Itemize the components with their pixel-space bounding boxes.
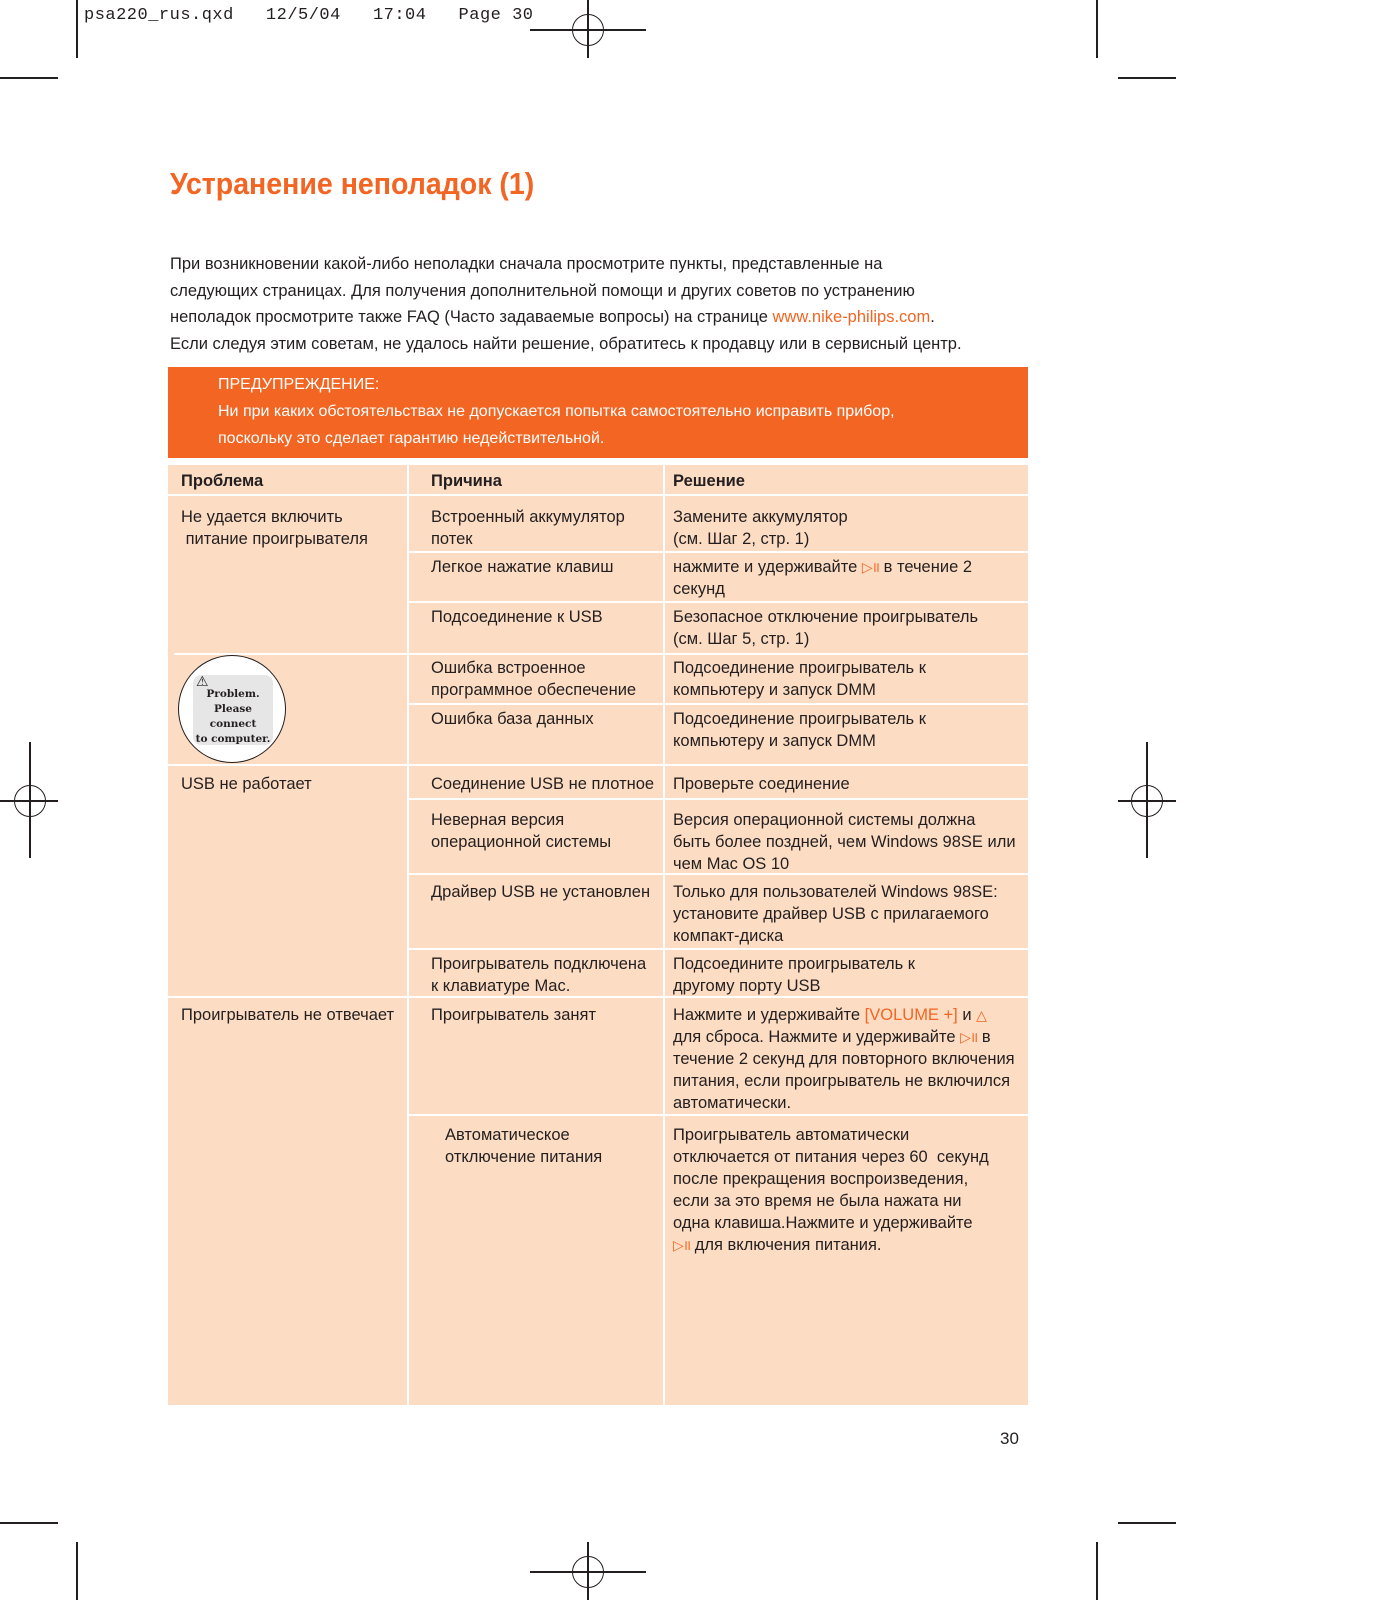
solution-text: после прекращения воспроизведения, — [673, 1170, 969, 1188]
solution-text: Подсоединение проигрыватель к — [673, 710, 926, 728]
solution-fragment: для включения питания. — [690, 1236, 882, 1254]
intro-line — [170, 304, 1020, 331]
header-cause: Причина — [431, 472, 502, 490]
intro-text: . — [930, 308, 935, 326]
solution-cell — [673, 881, 998, 947]
solution-text: компакт-диска — [673, 927, 784, 945]
cause-text: Драйвер USB не установлен — [431, 883, 651, 901]
row-divider — [407, 798, 1028, 800]
solution-text: другому порту USB — [673, 977, 821, 995]
solution-cell — [673, 556, 972, 600]
solution-text: (см. Шаг 2, стр. 1) — [673, 530, 810, 548]
solution-text — [673, 1026, 1015, 1048]
registration-mark — [1131, 785, 1163, 817]
cause-text: потек — [431, 530, 473, 548]
problem-not-responding: Проигрыватель не отвечает — [181, 1006, 395, 1024]
solution-text: компьютеру и запуск DMM — [673, 732, 876, 750]
solution-text: Безопасное отключение проигрыватель — [673, 608, 979, 626]
cause-text: Проигрыватель занят — [431, 1006, 597, 1024]
problem-usb: USB не работает — [181, 775, 312, 793]
solution-text — [673, 1004, 1015, 1026]
cause-text: Подсоединение к USB — [431, 608, 603, 626]
warning-text: Ни при каких обстоятельствах не допускается попытка самостоятельно исправить прибор, — [218, 403, 895, 420]
solution-cell — [673, 506, 848, 550]
cause-cell — [431, 606, 603, 628]
crop-mark — [1118, 1522, 1176, 1524]
triangle-up-icon: △ — [976, 1007, 986, 1023]
solution-text: (см. Шаг 5, стр. 1) — [673, 630, 810, 648]
registration-mark — [14, 785, 46, 817]
crop-mark — [76, 0, 78, 58]
cause-text: Встроенный аккумулятор — [431, 508, 625, 526]
row-divider — [407, 1114, 1028, 1116]
crop-mark — [1096, 1542, 1098, 1600]
crop-mark — [1096, 0, 1098, 58]
header-solution: Решение — [673, 472, 745, 490]
solution-fragment: и — [957, 1006, 977, 1024]
solution-text: автоматически. — [673, 1094, 792, 1112]
row-divider — [407, 948, 1028, 950]
cause-cell — [431, 881, 650, 903]
solution-text: секунд — [673, 580, 725, 598]
solution-text: отключается от питания через 60 секунд — [673, 1148, 989, 1166]
cause-cell — [431, 708, 594, 730]
cause-cell — [445, 1124, 602, 1168]
cause-text: Легкое нажатие клавиш — [431, 558, 614, 576]
solution-text: питания, если проигрыватель не включился — [673, 1072, 1011, 1090]
solution-text: компьютеру и запуск DMM — [673, 681, 876, 699]
row-divider — [407, 703, 1028, 705]
website-link[interactable]: www.nike-philips.com — [772, 308, 931, 326]
solution-text: Только для пользователей Windows 98SE: — [673, 883, 998, 901]
page-number: 30 — [1000, 1429, 1019, 1448]
warning-triangle-icon: ⚠ — [196, 674, 209, 690]
solution-text: чем Mac OS 10 — [673, 855, 790, 873]
cause-text: программное обеспечение — [431, 681, 637, 699]
problem-power — [181, 506, 368, 550]
device-message: Problem. — [206, 688, 260, 700]
cause-text: Проигрыватель подключена — [431, 955, 647, 973]
intro-text: неполадок просмотрите также FAQ (Часто задаваемые вопросы) на странице — [170, 308, 773, 326]
cause-cell — [431, 506, 625, 550]
row-divider — [407, 601, 1028, 603]
cause-cell — [431, 556, 613, 578]
print-slug: psa220_rus.qxd 12/5/04 17:04 Page 30 — [84, 6, 534, 25]
cause-text: Автоматическое — [445, 1126, 570, 1144]
warning-box — [168, 367, 1028, 458]
solution-cell — [673, 773, 850, 795]
cause-text: отключение питания — [445, 1148, 603, 1166]
solution-fragment: в — [977, 1028, 991, 1046]
cause-cell — [431, 657, 636, 701]
intro-paragraph — [170, 251, 1020, 357]
play-pause-icon: ▷॥ — [861, 559, 880, 575]
crop-mark — [0, 1522, 58, 1524]
row-divider — [168, 494, 1028, 496]
solution-fragment: в течение 2 — [879, 558, 973, 576]
cause-cell — [431, 953, 646, 997]
warning-heading: ПРЕДУПРЕЖДЕНИЕ: — [218, 376, 380, 393]
row-divider — [407, 551, 1028, 553]
solution-cell — [673, 1004, 1015, 1114]
cause-text: Неверная версия — [431, 811, 565, 829]
solution-text — [673, 1234, 989, 1256]
play-pause-icon: ▷॥ — [960, 1029, 978, 1045]
solution-cell — [673, 708, 926, 752]
solution-cell — [673, 809, 1016, 875]
solution-fragment: Нажмите и удерживайте — [673, 1006, 865, 1024]
solution-text: Подсоедините проигрыватель к — [673, 955, 916, 973]
device-message: Please connect — [209, 703, 257, 730]
problem-text: питание проигрывателя — [181, 530, 368, 548]
solution-text: если за это время не была нажата ни — [673, 1192, 962, 1210]
header-problem: Проблема — [181, 472, 264, 490]
solution-text: Проверьте соединение — [673, 775, 850, 793]
solution-fragment: для сброса. Нажмите и удерживайте — [673, 1028, 961, 1046]
cause-text: Ошибка встроенное — [431, 659, 586, 677]
play-pause-icon: ▷॥ — [673, 1237, 691, 1253]
solution-cell — [673, 606, 978, 650]
cause-text: Соединение USB не плотное — [431, 775, 655, 793]
solution-text: установите драйвер USB с прилагаемого — [673, 905, 989, 923]
crop-mark — [1118, 77, 1176, 79]
cause-text: операционной системы — [431, 833, 612, 851]
row-divider — [174, 653, 1028, 655]
solution-cell — [673, 1124, 989, 1256]
solution-text: течение 2 секунд для повторного включения — [673, 1050, 1015, 1068]
solution-cell — [673, 953, 915, 997]
device-message: to computer. — [195, 733, 271, 745]
solution-text — [673, 556, 972, 578]
solution-text: Подсоединение проигрыватель к — [673, 659, 926, 677]
warning-text: поскольку это сделает гарантию недействительной. — [218, 430, 605, 447]
solution-text: быть более поздней, чем Windows 98SE или — [673, 833, 1016, 851]
volume-up-key: [VOLUME +] — [864, 1006, 958, 1024]
row-divider — [168, 764, 1028, 766]
intro-line: Если следуя этим советам, не удалось найти решение, обратитесь к продавцу или в сервисный центр. — [170, 334, 962, 353]
device-display — [193, 675, 273, 745]
column-divider — [663, 465, 665, 1405]
solution-text: одна клавиша.Нажмите и удерживайте — [673, 1214, 973, 1232]
crop-mark — [76, 1542, 78, 1600]
problem-text: Не удается включить — [181, 508, 343, 526]
solution-text: Проигрыватель автоматически — [673, 1126, 910, 1144]
intro-line: При возникновении какой-либо неполадки сначала просмотрите пункты, представленные на — [170, 255, 883, 273]
solution-text: Версия операционной системы должна — [673, 811, 976, 829]
column-divider — [407, 465, 409, 1405]
page-title: Устранение неполадок (1) — [170, 166, 535, 201]
cause-cell — [431, 1004, 596, 1026]
device-error-screen — [178, 655, 286, 763]
intro-line: следующих страницах. Для получения дополнительной помощи и других советов по устранению — [170, 281, 915, 300]
solution-fragment: нажмите и удерживайте — [673, 558, 862, 576]
solution-cell — [673, 657, 926, 701]
cause-text: Ошибка база данных — [431, 710, 594, 728]
cause-text: к клавиатуре Mac. — [431, 977, 571, 995]
registration-mark — [572, 1556, 604, 1588]
crop-mark — [0, 77, 58, 79]
solution-text: Замените аккумулятор — [673, 508, 848, 526]
cause-cell — [431, 773, 654, 795]
registration-mark — [572, 14, 604, 46]
troubleshooting-table — [168, 465, 1028, 1405]
cause-cell — [431, 809, 611, 853]
